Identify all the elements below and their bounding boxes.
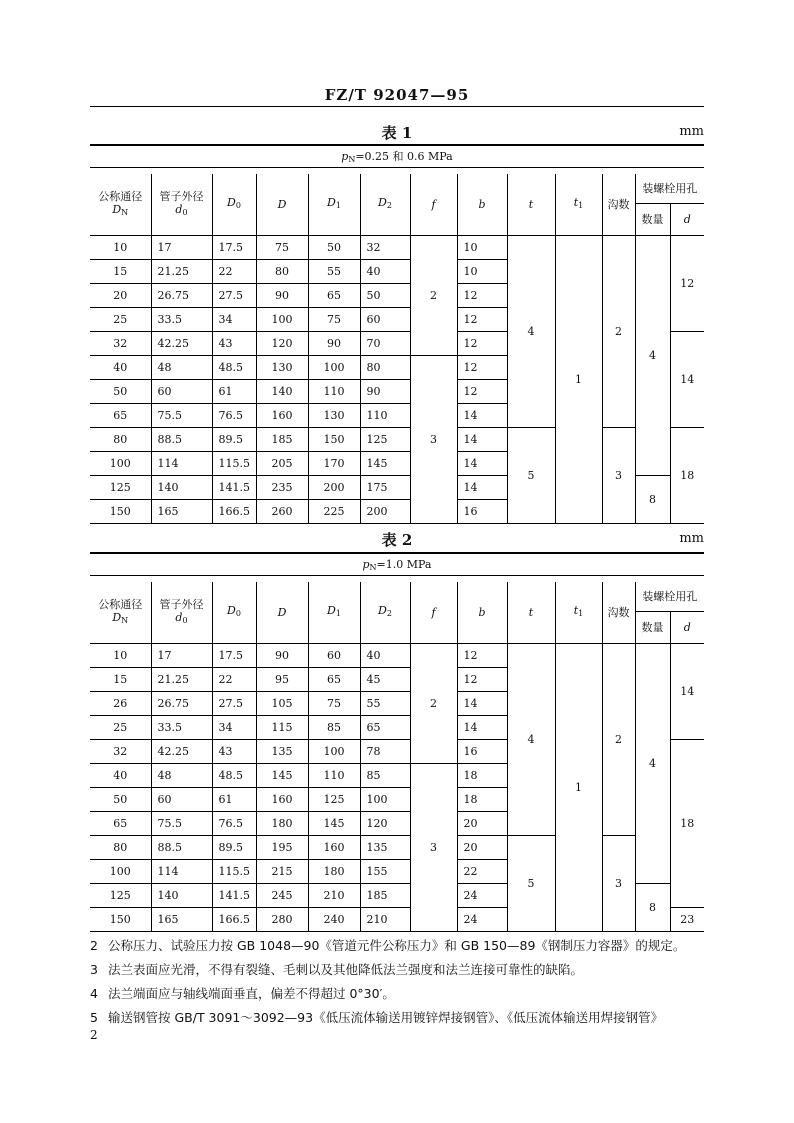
cell-count: 8: [635, 475, 670, 523]
cell-d0: 17.5: [212, 235, 256, 259]
cell-pipe-od: 165: [151, 907, 212, 931]
cell-d0: 141.5: [212, 883, 256, 907]
cell-d2: 155: [360, 859, 410, 883]
table1-unit: mm: [679, 124, 704, 139]
cell-d: 205: [256, 451, 308, 475]
cell-d1: 125: [308, 787, 360, 811]
table1-caption-symbol: p: [341, 150, 349, 163]
table-row: [90, 643, 704, 667]
cell-d2: 70: [360, 331, 410, 355]
cell-t1: 1: [555, 643, 602, 931]
cell-f: 3: [410, 355, 457, 523]
header-t1: $t_1$: [555, 174, 602, 235]
cell-b: 24: [457, 883, 507, 907]
cell-d0: 22: [212, 259, 256, 283]
header-d1: $D_1$: [308, 174, 360, 235]
cell-d1: 130: [308, 403, 360, 427]
cell-pipe-od: 26.75: [151, 283, 212, 307]
flange-table-1: [90, 174, 704, 524]
cell-dn: 40: [90, 763, 151, 787]
cell-grooves: 2: [602, 643, 635, 835]
cell-d0: 89.5: [212, 427, 256, 451]
cell-b: 12: [457, 283, 507, 307]
cell-d2: 40: [360, 643, 410, 667]
header-d-small: d: [670, 611, 704, 643]
cell-grooves: 3: [602, 835, 635, 931]
cell-d1: 75: [308, 691, 360, 715]
cell-d2: 65: [360, 715, 410, 739]
cell-count: 4: [635, 643, 670, 883]
cell-pipe-od: 17: [151, 235, 212, 259]
cell-d1: 170: [308, 451, 360, 475]
cell-b: 14: [457, 451, 507, 475]
cell-d: 215: [256, 859, 308, 883]
table2-unit: mm: [679, 531, 704, 546]
cell-d1: 240: [308, 907, 360, 931]
cell-d1: 65: [308, 667, 360, 691]
cell-d-small: 12: [670, 235, 704, 331]
cell-t: 4: [507, 643, 555, 835]
cell-d0: 34: [212, 307, 256, 331]
cell-pipe-od: 42.25: [151, 331, 212, 355]
cell-d0: 43: [212, 331, 256, 355]
cell-d0: 22: [212, 667, 256, 691]
cell-d: 145: [256, 763, 308, 787]
cell-b: 12: [457, 307, 507, 331]
cell-pipe-od: 21.25: [151, 667, 212, 691]
header-d2: $D_2$: [360, 582, 410, 643]
cell-dn: 50: [90, 787, 151, 811]
header-grooves: 沟数: [602, 174, 635, 235]
header-dn: 公称通径 $D_N$: [90, 174, 151, 235]
cell-d1: 110: [308, 379, 360, 403]
cell-dn: 125: [90, 883, 151, 907]
cell-dn: 150: [90, 907, 151, 931]
cell-d1: 85: [308, 715, 360, 739]
cell-d: 135: [256, 739, 308, 763]
header-d1: $D_1$: [308, 582, 360, 643]
cell-pipe-od: 165: [151, 499, 212, 523]
cell-pipe-od: 21.25: [151, 259, 212, 283]
notes-list: [90, 934, 710, 1030]
cell-d0: 76.5: [212, 403, 256, 427]
cell-dn: 100: [90, 451, 151, 475]
header-pipe-od: 管子外径 $d_0$: [151, 582, 212, 643]
header-grooves: 沟数: [602, 582, 635, 643]
header-d: D: [256, 174, 308, 235]
cell-d: 105: [256, 691, 308, 715]
cell-pipe-od: 60: [151, 379, 212, 403]
cell-b: 14: [457, 403, 507, 427]
cell-b: 12: [457, 355, 507, 379]
table1-caption: [90, 144, 704, 168]
cell-f: 2: [410, 643, 457, 763]
cell-count: 8: [635, 883, 670, 931]
cell-d: 180: [256, 811, 308, 835]
cell-d0: 89.5: [212, 835, 256, 859]
cell-d: 140: [256, 379, 308, 403]
cell-d1: 55: [308, 259, 360, 283]
table1-caption-text: =0.25 和 0.6 MPa: [355, 150, 453, 163]
cell-dn: 40: [90, 355, 151, 379]
cell-d0: 17.5: [212, 643, 256, 667]
cell-grooves: 3: [602, 427, 635, 523]
cell-d2: 200: [360, 499, 410, 523]
cell-d0: 27.5: [212, 691, 256, 715]
cell-d: 185: [256, 427, 308, 451]
cell-dn: 15: [90, 259, 151, 283]
table2-title-bar: [90, 527, 704, 551]
cell-d1: 65: [308, 283, 360, 307]
cell-d: 160: [256, 787, 308, 811]
cell-d2: 45: [360, 667, 410, 691]
cell-b: 10: [457, 259, 507, 283]
cell-dn: 150: [90, 499, 151, 523]
header-count: 数量: [635, 203, 670, 235]
cell-d1: 200: [308, 475, 360, 499]
cell-d2: 125: [360, 427, 410, 451]
table2-caption-symbol: p: [362, 558, 370, 571]
cell-count: 4: [635, 235, 670, 475]
header-count: 数量: [635, 611, 670, 643]
header-d: D: [256, 582, 308, 643]
cell-b: 20: [457, 811, 507, 835]
cell-dn: 32: [90, 331, 151, 355]
cell-d2: 55: [360, 691, 410, 715]
cell-t: 4: [507, 235, 555, 427]
header-f: f: [410, 582, 457, 643]
cell-d1: 100: [308, 355, 360, 379]
table2-caption-text: =1.0 MPa: [376, 558, 432, 571]
cell-b: 16: [457, 739, 507, 763]
cell-dn: 125: [90, 475, 151, 499]
cell-d0: 34: [212, 715, 256, 739]
table2-caption-subscript: N: [369, 563, 377, 572]
cell-d1: 145: [308, 811, 360, 835]
cell-d1: 50: [308, 235, 360, 259]
table2-title: 表 2: [381, 531, 413, 549]
cell-dn: 20: [90, 283, 151, 307]
cell-pipe-od: 48: [151, 355, 212, 379]
cell-d2: 32: [360, 235, 410, 259]
cell-t: 5: [507, 427, 555, 523]
cell-d1: 75: [308, 307, 360, 331]
cell-d: 245: [256, 883, 308, 907]
cell-pipe-od: 140: [151, 883, 212, 907]
cell-dn: 26: [90, 691, 151, 715]
cell-b: 14: [457, 691, 507, 715]
cell-d: 95: [256, 667, 308, 691]
cell-d1: 180: [308, 859, 360, 883]
header-dn: 公称通径 $D_N$: [90, 582, 151, 643]
cell-d2: 50: [360, 283, 410, 307]
cell-pipe-od: 60: [151, 787, 212, 811]
document-header: FZ/T 92047—95: [324, 86, 470, 104]
cell-d: 115: [256, 715, 308, 739]
cell-d0: 27.5: [212, 283, 256, 307]
cell-d1: 100: [308, 739, 360, 763]
cell-dn: 80: [90, 427, 151, 451]
cell-b: 12: [457, 643, 507, 667]
cell-d-small: 14: [670, 331, 704, 427]
cell-dn: 65: [90, 403, 151, 427]
cell-d-small: 23: [670, 907, 704, 931]
header-t1: $t_1$: [555, 582, 602, 643]
table2-caption: [90, 552, 704, 576]
cell-d2: 78: [360, 739, 410, 763]
table-row: [90, 235, 704, 259]
cell-b: 24: [457, 907, 507, 931]
cell-d2: 210: [360, 907, 410, 931]
cell-dn: 80: [90, 835, 151, 859]
header-rule: [90, 106, 704, 107]
cell-dn: 32: [90, 739, 151, 763]
cell-d2: 85: [360, 763, 410, 787]
cell-d1: 90: [308, 331, 360, 355]
cell-d2: 40: [360, 259, 410, 283]
header-f: f: [410, 174, 457, 235]
cell-d0: 166.5: [212, 499, 256, 523]
cell-d-small: 18: [670, 739, 704, 907]
cell-d0: 43: [212, 739, 256, 763]
header-d-small: d: [670, 203, 704, 235]
table1-title: 表 1: [381, 124, 413, 142]
cell-pipe-od: 17: [151, 643, 212, 667]
cell-d2: 120: [360, 811, 410, 835]
cell-d0: 61: [212, 379, 256, 403]
header-t: t: [507, 582, 555, 643]
cell-d0: 141.5: [212, 475, 256, 499]
cell-pipe-od: 48: [151, 763, 212, 787]
cell-t: 5: [507, 835, 555, 931]
cell-d: 100: [256, 307, 308, 331]
cell-pipe-od: 114: [151, 859, 212, 883]
cell-b: 12: [457, 331, 507, 355]
cell-d0: 115.5: [212, 859, 256, 883]
note-item: 3 法兰表面应光滑，不得有裂缝、毛刺以及其他降低法兰强度和法兰连接可靠性的缺陷。: [90, 962, 584, 977]
cell-d: 195: [256, 835, 308, 859]
cell-b: 18: [457, 787, 507, 811]
cell-d2: 175: [360, 475, 410, 499]
cell-d1: 150: [308, 427, 360, 451]
cell-d-small: 18: [670, 427, 704, 523]
cell-d0: 61: [212, 787, 256, 811]
table-row: [90, 427, 704, 451]
cell-b: 18: [457, 763, 507, 787]
cell-d: 280: [256, 907, 308, 931]
table-row: [90, 835, 704, 859]
cell-d1: 225: [308, 499, 360, 523]
cell-pipe-od: 75.5: [151, 811, 212, 835]
cell-d0: 48.5: [212, 763, 256, 787]
cell-d2: 100: [360, 787, 410, 811]
cell-d0: 48.5: [212, 355, 256, 379]
header-bolt-holes: 装螺栓用孔: [635, 582, 704, 611]
cell-d: 90: [256, 283, 308, 307]
header-d0: $D_0$: [212, 582, 256, 643]
page-number: 2: [90, 1028, 98, 1042]
cell-b: 20: [457, 835, 507, 859]
header-pipe-od: 管子外径 $d_0$: [151, 174, 212, 235]
cell-dn: 100: [90, 859, 151, 883]
header-b: b: [457, 582, 507, 643]
cell-d0: 115.5: [212, 451, 256, 475]
cell-dn: 50: [90, 379, 151, 403]
cell-b: 14: [457, 427, 507, 451]
cell-d: 120: [256, 331, 308, 355]
cell-pipe-od: 140: [151, 475, 212, 499]
table1-title-bar: [90, 120, 704, 144]
cell-pipe-od: 114: [151, 451, 212, 475]
cell-dn: 10: [90, 643, 151, 667]
cell-f: 2: [410, 235, 457, 355]
cell-d-small: 14: [670, 643, 704, 739]
cell-t1: 1: [555, 235, 602, 523]
cell-d2: 90: [360, 379, 410, 403]
cell-pipe-od: 33.5: [151, 715, 212, 739]
cell-d: 130: [256, 355, 308, 379]
cell-d2: 110: [360, 403, 410, 427]
cell-d2: 60: [360, 307, 410, 331]
cell-pipe-od: 88.5: [151, 835, 212, 859]
cell-d1: 160: [308, 835, 360, 859]
cell-d: 75: [256, 235, 308, 259]
note-item: 2 公称压力、试验压力按 GB 1048—90《管道元件公称压力》和 GB 150—89《钢制压力容器》的规定。: [90, 938, 686, 953]
cell-b: 22: [457, 859, 507, 883]
cell-pipe-od: 33.5: [151, 307, 212, 331]
cell-d: 80: [256, 259, 308, 283]
cell-d2: 135: [360, 835, 410, 859]
cell-d: 235: [256, 475, 308, 499]
cell-d: 260: [256, 499, 308, 523]
cell-dn: 65: [90, 811, 151, 835]
cell-dn: 25: [90, 715, 151, 739]
cell-pipe-od: 42.25: [151, 739, 212, 763]
cell-grooves: 2: [602, 235, 635, 427]
cell-dn: 10: [90, 235, 151, 259]
header-bolt-holes: 装螺栓用孔: [635, 174, 704, 203]
header-d0: $D_0$: [212, 174, 256, 235]
cell-d1: 60: [308, 643, 360, 667]
cell-d: 160: [256, 403, 308, 427]
cell-b: 12: [457, 667, 507, 691]
flange-table-2: [90, 582, 704, 932]
cell-pipe-od: 75.5: [151, 403, 212, 427]
cell-pipe-od: 88.5: [151, 427, 212, 451]
cell-d0: 76.5: [212, 811, 256, 835]
note-item: 4 法兰端面应与轴线端面垂直，偏差不得超过 0°30′。: [90, 986, 395, 1001]
cell-dn: 15: [90, 667, 151, 691]
cell-d1: 210: [308, 883, 360, 907]
cell-f: 3: [410, 763, 457, 931]
cell-d2: 145: [360, 451, 410, 475]
header-d2: $D_2$: [360, 174, 410, 235]
cell-pipe-od: 26.75: [151, 691, 212, 715]
cell-b: 10: [457, 235, 507, 259]
cell-d: 90: [256, 643, 308, 667]
header-b: b: [457, 174, 507, 235]
cell-d1: 110: [308, 763, 360, 787]
cell-b: 14: [457, 715, 507, 739]
cell-b: 14: [457, 475, 507, 499]
cell-d2: 185: [360, 883, 410, 907]
note-item: 5 输送钢管按 GB/T 3091～3092—93《低压流体输送用镀锌焊接钢管》、《低压流体输送用焊接钢管》: [90, 1010, 664, 1025]
table1-caption-subscript: N: [348, 155, 356, 164]
header-t: t: [507, 174, 555, 235]
cell-b: 12: [457, 379, 507, 403]
cell-b: 16: [457, 499, 507, 523]
cell-dn: 25: [90, 307, 151, 331]
cell-d2: 80: [360, 355, 410, 379]
cell-d0: 166.5: [212, 907, 256, 931]
